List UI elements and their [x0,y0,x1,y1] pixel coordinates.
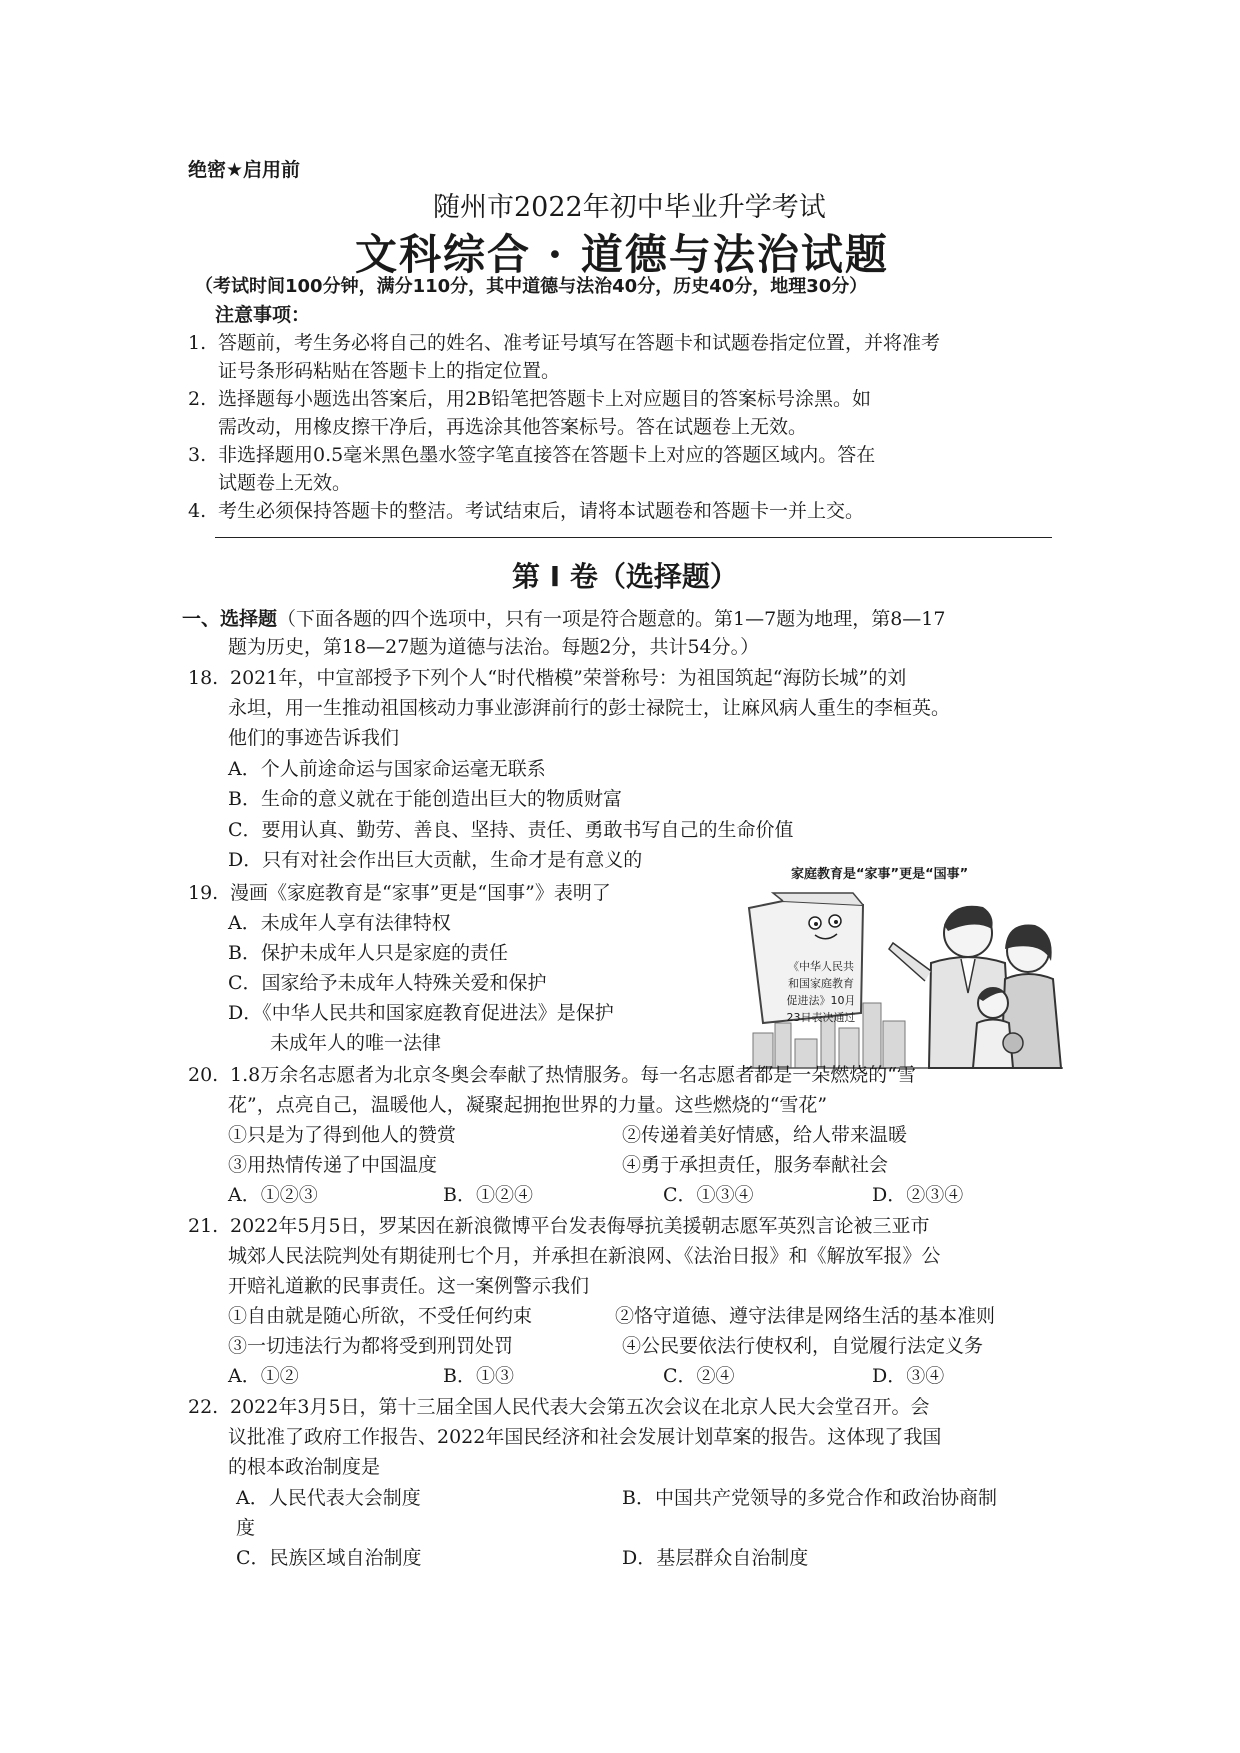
notice-line: 非选择题用0.5毫米黑色墨水签字笔直接答在答题卡上对应的答题区域内。答在 [218,444,876,466]
question-number: 19. [188,882,219,904]
statement-1: ①自由就是随心所欲，不受任何约束 [228,1305,533,1327]
question-stem-line: 城郊人民法院判处有期徒刑七个月，并承担在新浪网、《法治日报》和《解放军报》公 [228,1245,941,1267]
section-title: 第 I 卷（选择题） [512,560,738,593]
option-b: B．①③ [443,1365,514,1387]
notice-num: 3. [188,444,207,466]
question-stem-line: 2022年3月5日，第十三届全国人民代表大会第五次会议在北京人民大会堂召开。会 [230,1396,930,1418]
option-d: D．基层群众自治制度 [622,1547,809,1569]
notice-line: 需改动，用橡皮擦干净后，再选涂其他答案标号。答在试题卷上无效。 [218,416,808,438]
option-a: A．个人前途命运与国家命运毫无联系 [228,758,546,780]
option-d: D．③④ [872,1365,945,1387]
notice-num: 2. [188,388,207,410]
cartoon-document-text [781,958,861,1026]
option-b: B．保护未成年人只是家庭的责任 [228,942,508,964]
question-number: 18. [188,667,219,689]
option-b: B．生命的意义就在于能创造出巨大的物质财富 [228,788,622,810]
option-b: B．①②④ [443,1184,533,1206]
part-label: 一、选择题 [182,608,278,630]
statement-4: ④勇于承担责任，服务奉献社会 [622,1154,889,1176]
question-stem-line: 议批准了政府工作报告、2022年国民经济和社会发展计划草案的报告。这体现了我国 [228,1426,942,1448]
notice-line: 证号条形码粘贴在答题卡上的指定位置。 [218,360,561,382]
option-c: C．要用认真、勤劳、善良、坚持、责任、勇敢书写自己的生命价值 [228,819,794,841]
notice-line: 答题前，考生务必将自己的姓名、准考证号填写在答题卡和试题卷指定位置，并将准考 [218,332,941,354]
option-d: D．②③④ [872,1184,964,1206]
statement-4: ④公民要依法行使权利，自觉履行法定义务 [622,1335,984,1357]
cartoon-doc-line: 《中华人民共 [788,960,854,973]
question-stem-line: 花”，点亮自己，温暖他人，凝聚起拥抱世界的力量。这些燃烧的“雪花” [228,1094,828,1116]
question-number: 20. [188,1064,219,1086]
option-c: C．民族区域自治制度 [236,1547,422,1569]
question-stem-line: 2021年，中宣部授予下列个人“时代楷模”荣誉称号：为祖国筑起“海防长城”的刘 [230,667,907,689]
cartoon-title: 家庭教育是“家事”更是“国事” [791,867,969,882]
divider-rule [215,537,1052,538]
secret-label: 绝密★启用前 [188,159,301,181]
question-stem-line: 他们的事迹告诉我们 [228,727,400,749]
notice-num: 4. [188,500,207,522]
question-number: 21. [188,1215,219,1237]
notice-line: 选择题每小题选出答案后，用2B铅笔把答题卡上对应题目的答案标号涂黑。如 [218,388,872,410]
subject-title: 文科综合 · 道德与法治试题 [355,230,889,279]
question-stem: 漫画《家庭教育是“家事”更是“国事”》表明了 [230,882,611,904]
option-a: A．①② [228,1365,299,1387]
option-a: A．①②③ [228,1184,318,1206]
question-stem-line: 开赔礼道歉的民事责任。这一案例警示我们 [228,1275,590,1297]
option-a: A．人民代表大会制度 [236,1487,421,1509]
notice-num: 1. [188,332,207,354]
exam-info: （考试时间100分钟，满分110分，其中道德与法治40分，历史40分，地理30分） [195,276,868,297]
option-d: D．《中华人民共和国家庭教育促进法》是保护 [228,1002,614,1024]
cartoon-illustration [743,863,1063,1073]
question-stem-line: 2022年5月5日，罗某因在新浪微博平台发表侮辱抗美援朝志愿军英烈言论被三亚市 [230,1215,930,1237]
cartoon-doc-line: 23日表决通过 [786,1011,856,1024]
part-desc-2: 题为历史，第18—27题为道德与法治。每题2分，共计54分。） [228,636,760,658]
notice-line: 考生必须保持答题卡的整洁。考试结束后，请将本试题卷和答题卡一并上交。 [218,500,865,522]
part-intro [182,604,945,634]
statement-1: ①只是为了得到他人的赞赏 [228,1124,457,1146]
question-stem-line: 的根本政治制度是 [228,1456,381,1478]
part-desc: （下面各题的四个选项中，只有一项是符合题意的。第1—7题为地理，第8—17 [277,608,946,630]
option-c: C．②④ [663,1365,735,1387]
question-stem-line: 1.8万余名志愿者为北京冬奥会奉献了热情服务。每一名志愿者都是一朵燃烧的“雪 [230,1064,916,1086]
exam-title: 随州市2022年初中毕业升学考试 [433,192,826,223]
question-number: 22. [188,1396,219,1418]
notice-heading: 注意事项： [215,304,311,326]
notice-line: 试题卷上无效。 [218,472,352,494]
option-b: B．中国共产党领导的多党合作和政治协商制 [622,1487,997,1509]
statement-2: ②恪守道德、遵守法律是网络生活的基本准则 [615,1305,996,1327]
option-d: D．只有对社会作出巨大贡献，生命才是有意义的 [228,849,643,871]
statement-2: ②传递着美好情感，给人带来温暖 [622,1124,908,1146]
option-b-cont: 度 [236,1517,256,1539]
option-c: C．国家给予未成年人特殊关爱和保护 [228,972,547,994]
statement-3: ③一切违法行为都将受到刑罚处罚 [228,1335,514,1357]
option-a: A．未成年人享有法律特权 [228,912,451,934]
question-stem-line: 永坦，用一生推动祖国核动力事业澎湃前行的彭士禄院士，让麻风病人重生的李桓英。 [228,697,951,719]
option-c: C．①③④ [663,1184,754,1206]
option-d-cont: 未成年人的唯一法律 [270,1032,442,1054]
cartoon-doc-line: 和国家庭教育 [788,977,854,990]
cartoon-doc-line: 促进法》10月 [786,994,856,1007]
statement-3: ③用热情传递了中国温度 [228,1154,438,1176]
